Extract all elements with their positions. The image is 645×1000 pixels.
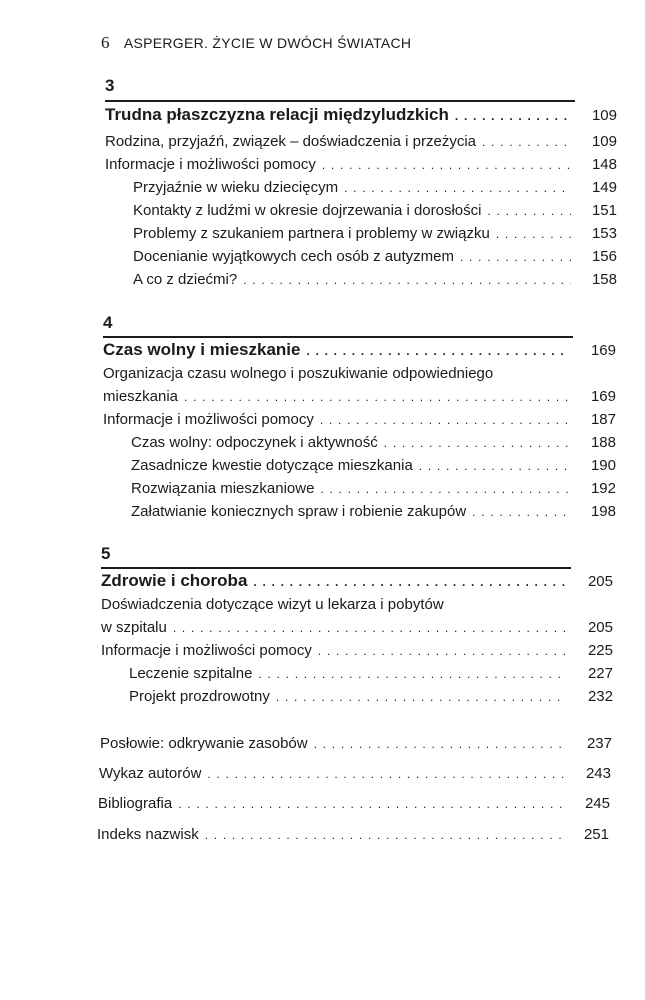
page-ref: 225 [587, 642, 613, 659]
page-ref: 232 [587, 688, 613, 705]
toc-subentry [131, 457, 616, 475]
entry-label: Projekt prozdrowotny [129, 688, 270, 705]
toc-subentry [133, 248, 617, 266]
toc-subentry [129, 688, 613, 706]
page-ref: 205 [587, 573, 613, 590]
page-ref: 243 [585, 765, 611, 782]
toc-subentry [131, 503, 616, 521]
toc-subentry [131, 434, 616, 452]
leader-dots [487, 202, 571, 220]
chapter-title-entry [105, 106, 617, 125]
page-ref: 153 [591, 225, 617, 242]
entry-label: Informacje i możliwości pomocy [103, 411, 314, 428]
entry-label: mieszkania [103, 388, 179, 405]
page-number: 6 [101, 33, 110, 52]
leader-dots [207, 765, 565, 783]
entry-label: Przyjaźnie w wieku dziecięcym [133, 179, 339, 196]
page-ref: 109 [591, 133, 617, 150]
chapter-number: 5 [101, 544, 111, 563]
chapter-title: Zdrowie i choroba [101, 571, 248, 590]
leader-dots [460, 248, 571, 266]
page-ref: 169 [590, 342, 616, 359]
leader-dots [306, 342, 570, 360]
toc-entry [105, 133, 617, 151]
entry-label: Czas wolny: odpoczynek i aktywność [131, 434, 378, 451]
leader-dots [178, 795, 564, 813]
page-ref: 227 [587, 665, 613, 682]
toc-backmatter-entry [98, 795, 610, 813]
entry-label: w szpitalu [101, 619, 167, 636]
chapter-title: Czas wolny i mieszkanie [103, 340, 301, 359]
chapter-title: Trudna płaszczyzna relacji międzyludzkich [105, 105, 449, 124]
running-head [101, 33, 411, 53]
leader-dots [322, 156, 571, 174]
leader-dots [314, 735, 566, 753]
leader-dots [496, 225, 571, 243]
entry-label: Leczenie szpitalne [129, 665, 253, 682]
chapter-rule [105, 100, 575, 102]
entry-label: Rozwiązania mieszkaniowe [131, 480, 315, 497]
toc-entry [101, 619, 613, 637]
leader-dots [482, 133, 571, 151]
leader-dots [276, 688, 567, 706]
page-ref: 251 [583, 826, 609, 843]
leader-dots [173, 619, 567, 637]
leader-dots [455, 107, 571, 125]
page-ref: 237 [586, 735, 612, 752]
page-ref: 245 [584, 795, 610, 812]
page-ref: 187 [590, 411, 616, 428]
page-ref: 190 [590, 457, 616, 474]
entry-label: Problemy z szukaniem partnera i problemy w związku [133, 225, 490, 242]
page-ref: 156 [591, 248, 617, 265]
entry-label: Docenianie wyjątkowych cech osób z autyzmem [133, 248, 454, 265]
entry-label: Informacje i możliwości pomocy [101, 642, 312, 659]
toc-entry [101, 642, 613, 660]
chapter-number: 4 [103, 313, 113, 332]
entry-label: Wykaz autorów [99, 765, 202, 782]
chapter-rule [103, 336, 573, 338]
leader-dots [184, 388, 570, 406]
leader-dots [419, 457, 570, 475]
toc-backmatter-entry [97, 826, 609, 844]
leader-dots [320, 411, 570, 429]
entry-label-line1: Doświadczenia dotyczące wizyt u lekarza i pobytów [101, 596, 444, 613]
entry-label-line1: Organizacja czasu wolnego i poszukiwanie odpowiedniego [103, 365, 494, 382]
toc-entry [103, 388, 616, 406]
entry-label: Rodzina, przyjaźń, związek – doświadczenia i przeżycia [105, 133, 477, 150]
entry-label: Informacje i możliwości pomocy [105, 156, 316, 173]
leader-dots [384, 434, 570, 452]
entry-label: A co z dziećmi? [133, 271, 238, 288]
page-ref: 151 [591, 202, 617, 219]
chapter-title-entry [103, 341, 616, 360]
page-ref: 192 [590, 480, 616, 497]
entry-label: Kontakty z ludźmi w okresie dojrzewania i dorosłości [133, 202, 482, 219]
leader-dots [320, 480, 570, 498]
leader-dots [318, 642, 567, 660]
toc-subentry [133, 202, 617, 220]
entry-label: Zasadnicze kwestie dotyczące mieszkania [131, 457, 413, 474]
chapter-title-entry [101, 572, 613, 591]
page-ref: 148 [591, 156, 617, 173]
leader-dots [258, 665, 567, 683]
entry-label: Posłowie: odkrywanie zasobów [100, 735, 308, 752]
entry-label: Indeks nazwisk [97, 826, 199, 843]
toc-backmatter-entry [99, 765, 611, 783]
leader-dots [243, 271, 571, 289]
chapter-rule [101, 567, 571, 569]
chapter-number: 3 [105, 76, 115, 95]
toc-subentry [133, 179, 617, 197]
page-ref: 169 [590, 388, 616, 405]
entry-label: Załatwianie koniecznych spraw i robienie zakupów [131, 503, 467, 520]
page-ref: 158 [591, 271, 617, 288]
leader-dots [344, 179, 571, 197]
toc-entry [105, 156, 617, 174]
leader-dots [472, 503, 570, 521]
toc-entry [103, 411, 616, 429]
page-ref: 205 [587, 619, 613, 636]
page-ref: 198 [590, 503, 616, 520]
running-title: ASPERGER. ŻYCIE W DWÓCH ŚWIATACH [123, 35, 412, 51]
toc-subentry [131, 480, 616, 498]
page-ref: 109 [591, 107, 617, 124]
toc-subentry [133, 271, 617, 289]
toc-backmatter-entry [100, 735, 612, 753]
page-ref: 149 [591, 179, 617, 196]
entry-label: Bibliografia [98, 795, 173, 812]
toc-subentry [129, 665, 613, 683]
leader-dots [205, 826, 563, 844]
toc-subentry [133, 225, 617, 243]
leader-dots [253, 573, 567, 591]
page-ref: 188 [590, 434, 616, 451]
